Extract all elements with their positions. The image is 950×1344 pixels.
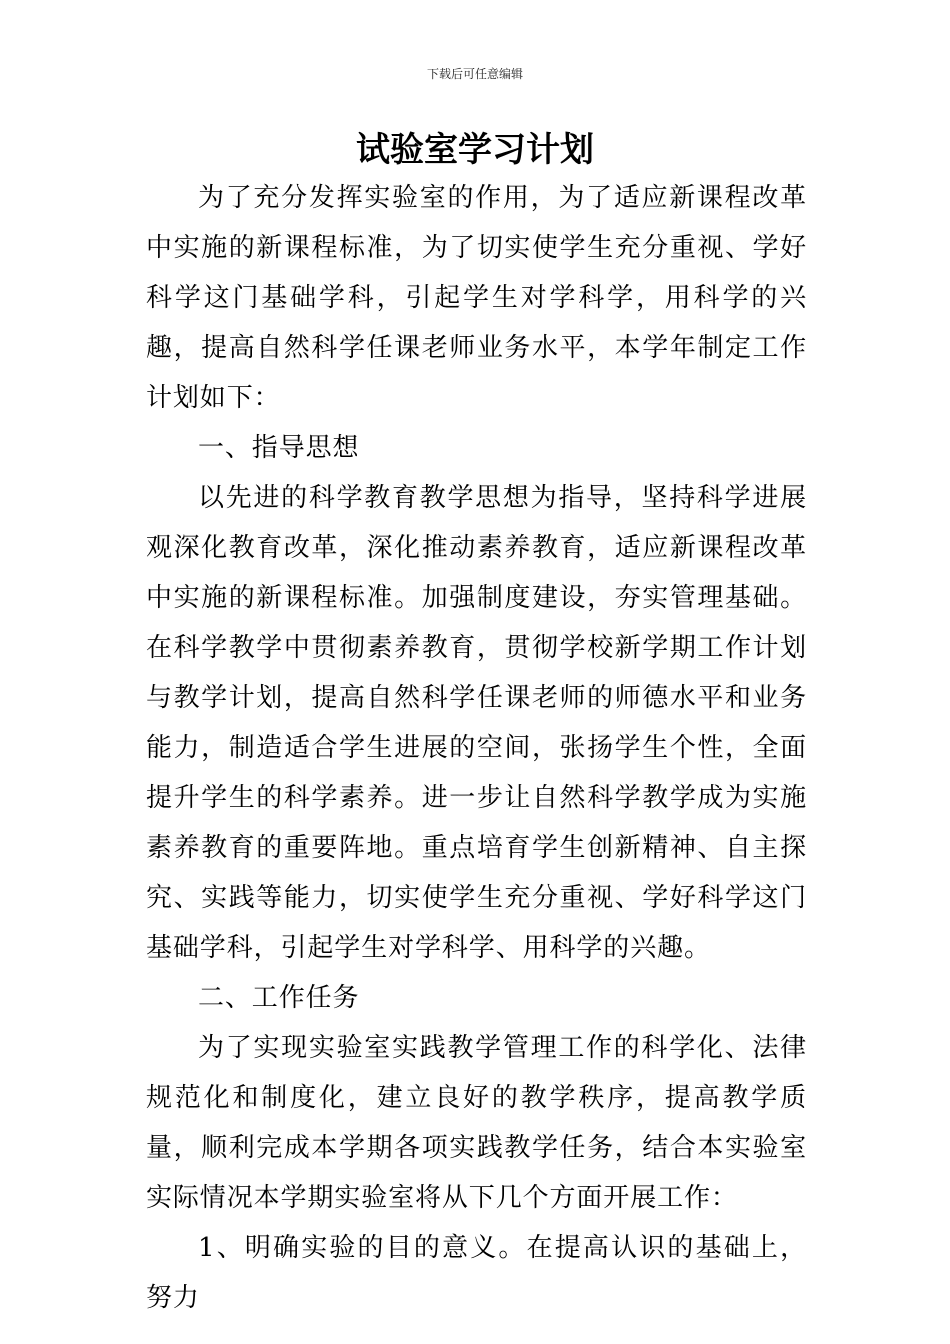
document-body [146,173,807,1323]
task-item-1: 1、明确实验的目的意义。在提高认识的基础上，努力 [146,1233,807,1313]
intro-paragraph: 为了充分发挥实验室的作用，为了适应新课程改革中实施的新课程标准，为了切实使学生充分重视、学好科学这门基础学科，引起学生对学科学，用科学的兴趣，提高自然科学任课老师业务水平，本学年制定工作计划如下： [146,183,807,413]
section-heading-guiding-ideology: 一、指导思想 [198,433,360,463]
section-heading-work-tasks: 二、工作任务 [198,983,360,1013]
document-title: 试验室学习计划 [356,130,594,170]
guiding-ideology-paragraph: 以先进的科学教育教学思想为指导，坚持科学进展观深化教育改革，深化推动素养教育，适应新课程改革中实施的新课程标准。加强制度建设，夯实管理基础。在科学教学中贯彻素养教育，贯彻学校新学期工作计划与教学计划，提高自然科学任课老师的师德水平和业务能力，制造适合学生进展的空间，张扬学生个性，全面提升学生的科学素养。进一步让自然科学教学成为实施素养教育的重要阵地。重点培育学生创新精神、自主探究、实践等能力，切实使学生充分重视、学好科学这门基础学科，引起学生对学科学、用科学的兴趣。 [146,483,807,963]
work-tasks-paragraph: 为了实现实验室实践教学管理工作的科学化、法律规范化和制度化，建立良好的教学秩序，提高教学质量，顺利完成本学期各项实践教学任务，结合本实验室实际情况本学期实验室将从下几个方面开展工作： [146,1033,807,1213]
header-note: 下载后可任意编辑 [426,67,523,81]
